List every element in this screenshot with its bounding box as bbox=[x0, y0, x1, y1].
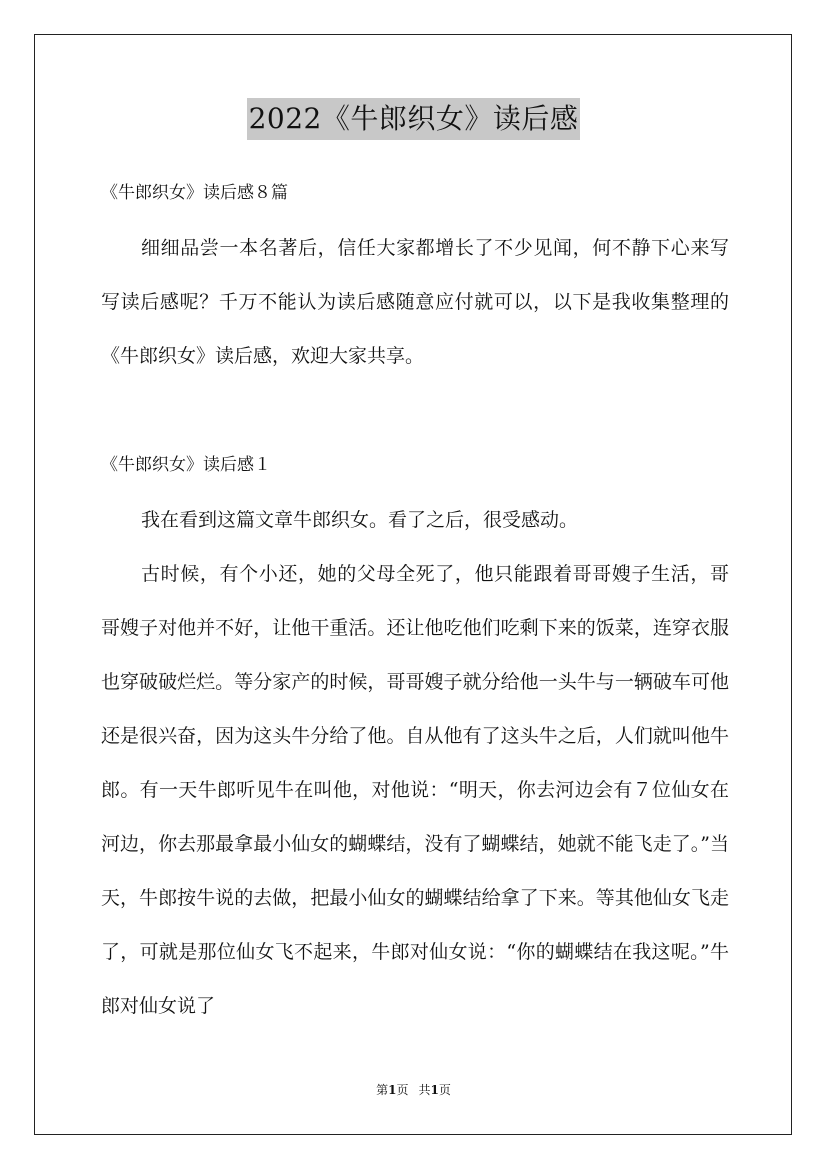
page-number: 1 bbox=[388, 1083, 397, 1097]
body-paragraph-2: 古时候，有个小还，她的父母全死了，他只能跟着哥哥嫂子生活，哥哥嫂子对他并不好，让他干重活。还让他吃他们吃剩下来的饭菜，连穿衣服也穿破破烂烂。等分家产的时候，哥哥嫂子就分给他一头牛与一辆破车可他还是很兴奋，因为这头牛分给了他。自从他有了这头牛之后，人们就叫他牛郎。有一天牛郎听见牛在叫他，对他说：“明天，你去河边会有７位仙女在河边，你去那最拿最小仙女的蝴蝶结，没有了蝴蝶结，她就不能飞走了。”当天，牛郎按牛说的去做，把最小仙女的蝴蝶结给拿了下来。等其他仙女飞走了，可就是那位仙女飞不起来，牛郎对仙女说：“你的蝴蝶结在我这呢。”牛郎对仙女说了 bbox=[101, 563, 729, 1017]
page-footer bbox=[0, 1082, 827, 1098]
page-prefix: 第 bbox=[376, 1083, 389, 1097]
document-title: 2022《牛郎织女》读后感 bbox=[247, 98, 581, 140]
intro-paragraph: 细细品尝一本名著后，信任大家都增长了不少见闻，何不静下心来写写读后感呢？千万不能认为读后感随意应付就可以，以下是我收集整理的《牛郎织女》读后感，欢迎大家共享。 bbox=[101, 237, 729, 367]
section-heading: 《牛郎织女》读后感１ bbox=[101, 455, 271, 475]
page-suffix: 页 bbox=[396, 1083, 409, 1097]
document-subtitle: 《牛郎织女》读后感８篇 bbox=[101, 183, 288, 203]
body-paragraph-1: 我在看到这篇文章牛郎织女。看了之后，很受感动。 bbox=[141, 509, 579, 531]
total-pages: 1 bbox=[430, 1083, 439, 1097]
title-container bbox=[0, 98, 827, 140]
total-prefix: 共 bbox=[418, 1083, 431, 1097]
total-suffix: 页 bbox=[438, 1083, 451, 1097]
